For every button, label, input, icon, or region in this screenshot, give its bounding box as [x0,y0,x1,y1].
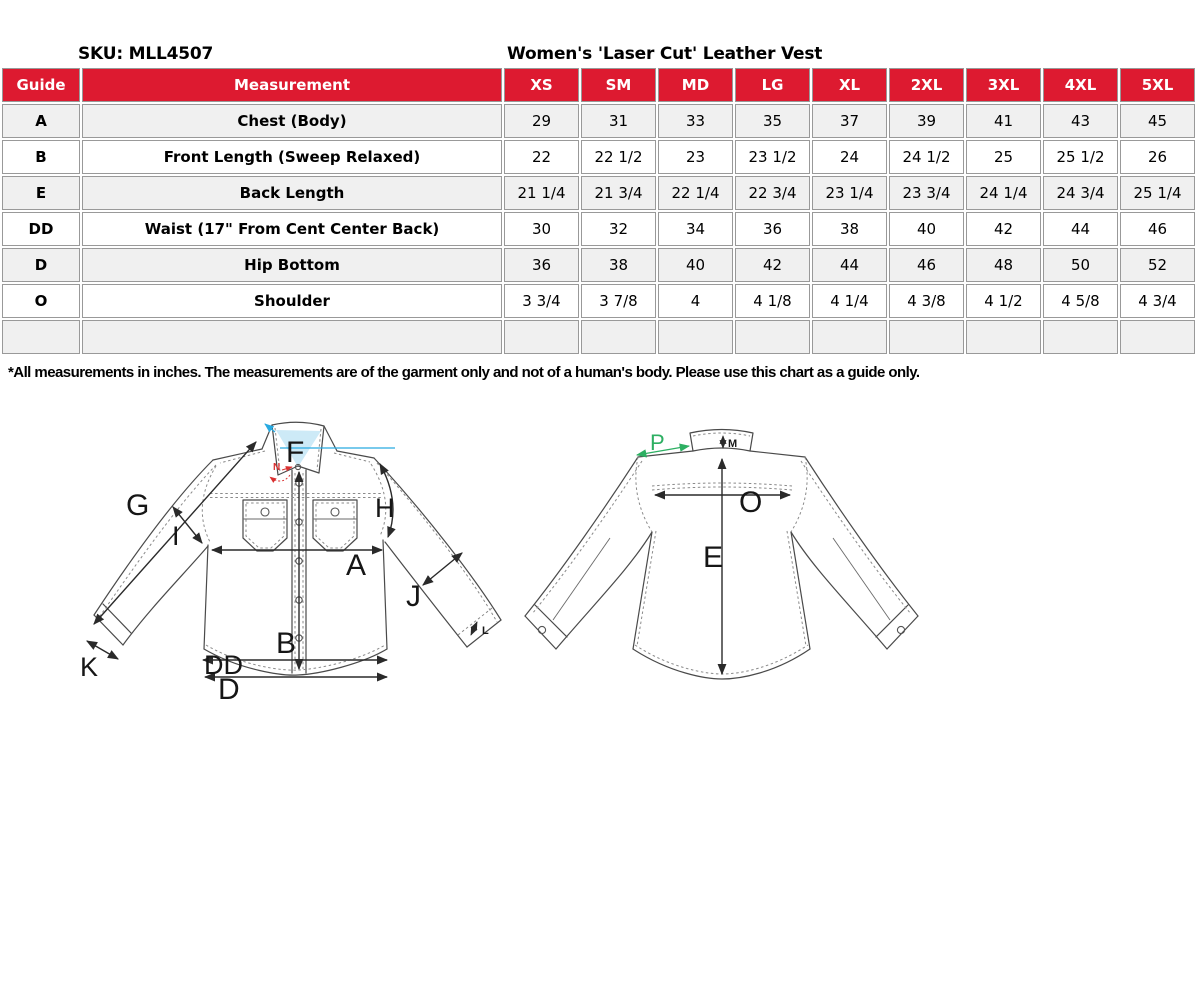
value-cell [966,320,1041,354]
value-cell: 33 [658,104,733,138]
value-cell: 43 [1043,104,1118,138]
value-cell: 46 [1120,212,1195,246]
value-cell: 48 [966,248,1041,282]
value-cell: 25 1/2 [1043,140,1118,174]
value-cell: 36 [735,212,810,246]
value-cell: 4 1/4 [812,284,887,318]
value-cell: 23 [658,140,733,174]
column-header-2xl: 2XL [889,68,964,102]
garment-diagrams [0,418,1200,718]
size-row-o [2,284,1195,318]
value-cell: 24 [812,140,887,174]
value-cell: 22 [504,140,579,174]
guide-cell: B [2,140,80,174]
value-cell: 24 1/2 [889,140,964,174]
value-cell: 30 [504,212,579,246]
value-cell: 29 [504,104,579,138]
column-header-md: MD [658,68,733,102]
measurement-cell: Chest (Body) [82,104,502,138]
back-view-diagram [520,418,950,713]
back-label-back-length: E [703,541,724,574]
guide-cell: O [2,284,80,318]
back-labels [650,430,762,574]
value-cell [889,320,964,354]
value-cell: 21 3/4 [581,176,656,210]
value-cell: 40 [658,248,733,282]
column-header-xl: XL [812,68,887,102]
value-cell [658,320,733,354]
value-cell [1120,320,1195,354]
value-cell: 37 [812,104,887,138]
front-view-diagram [30,418,520,713]
size-row-dd [2,212,1195,246]
column-header-guide: Guide [2,68,80,102]
size-row-a [2,104,1195,138]
size-chart-table [0,66,1197,356]
size-row-empty [2,320,1195,354]
value-cell: 23 1/2 [735,140,810,174]
front-label-hip: D [218,673,240,706]
size-row-e [2,176,1195,210]
value-cell: 42 [735,248,810,282]
value-cell: 50 [1043,248,1118,282]
value-cell: 45 [1120,104,1195,138]
value-cell: 32 [581,212,656,246]
size-row-d [2,248,1195,282]
front-label-sleeve-outer: G [126,489,150,522]
measurement-cell: Hip Bottom [82,248,502,282]
value-cell: 4 5/8 [1043,284,1118,318]
value-cell: 22 1/4 [658,176,733,210]
value-cell: 21 1/4 [504,176,579,210]
measurement-cell: Shoulder [82,284,502,318]
value-cell: 44 [1043,212,1118,246]
value-cell [581,320,656,354]
value-cell: 4 3/4 [1120,284,1195,318]
value-cell [504,320,579,354]
value-cell [1043,320,1118,354]
size-chart-body [2,104,1195,354]
value-cell: 24 1/4 [966,176,1041,210]
measurement-note: *All measurements in inches. The measurements are of the garment only and not of a human's body. Please use this chart as a guide only. [8,364,920,381]
value-cell: 4 1/8 [735,284,810,318]
column-header-4xl: 4XL [1043,68,1118,102]
front-label-armhole: H [375,493,395,523]
value-cell: 26 [1120,140,1195,174]
column-header-sm: SM [581,68,656,102]
measurement-cell [82,320,502,354]
value-cell: 4 [658,284,733,318]
front-label-front-length: B [276,627,297,660]
value-cell: 23 3/4 [889,176,964,210]
value-cell: 3 7/8 [581,284,656,318]
value-cell: 23 1/4 [812,176,887,210]
value-cell: 24 3/4 [1043,176,1118,210]
column-header-5xl: 5XL [1120,68,1195,102]
value-cell: 44 [812,248,887,282]
column-header-lg: LG [735,68,810,102]
value-cell: 22 1/2 [581,140,656,174]
column-header-measurement: Measurement [82,68,502,102]
front-label-collar: F [286,436,305,469]
size-row-b [2,140,1195,174]
product-title: Women's 'Laser Cut' Leather Vest [507,44,823,64]
front-label-neck-seam: N [273,462,281,473]
column-header-xs: XS [504,68,579,102]
value-cell: 36 [504,248,579,282]
value-cell: 25 [966,140,1041,174]
front-label-cuff-left: K [80,652,99,682]
guide-cell: D [2,248,80,282]
value-cell: 52 [1120,248,1195,282]
back-label-collar-height: M [728,438,738,450]
guide-cell: E [2,176,80,210]
guide-cell [2,320,80,354]
guide-cell: DD [2,212,80,246]
value-cell [812,320,887,354]
measurement-cell: Waist (17" From Cent Center Back) [82,212,502,246]
back-label-shoulder-seam: P [650,430,665,455]
value-cell: 39 [889,104,964,138]
value-cell: 34 [658,212,733,246]
front-label-chest: A [346,549,367,582]
front-label-cuff-right: L [482,625,489,637]
column-header-3xl: 3XL [966,68,1041,102]
front-label-forearm: J [406,580,421,613]
value-cell: 38 [812,212,887,246]
value-cell: 4 1/2 [966,284,1041,318]
front-label-front-yoke: I [172,521,180,551]
value-cell [735,320,810,354]
size-chart-header-row [2,68,1195,102]
back-label-shoulder-width: O [739,486,763,519]
value-cell: 41 [966,104,1041,138]
guide-cell: A [2,104,80,138]
front-label-waist: DD [204,650,243,680]
value-cell: 31 [581,104,656,138]
value-cell: 40 [889,212,964,246]
value-cell: 46 [889,248,964,282]
value-cell: 25 1/4 [1120,176,1195,210]
value-cell: 38 [581,248,656,282]
value-cell: 3 3/4 [504,284,579,318]
value-cell: 4 3/8 [889,284,964,318]
value-cell: 42 [966,212,1041,246]
measurement-cell: Back Length [82,176,502,210]
value-cell: 35 [735,104,810,138]
value-cell: 22 3/4 [735,176,810,210]
sku-label: SKU: MLL4507 [78,44,214,64]
measurement-cell: Front Length (Sweep Relaxed) [82,140,502,174]
